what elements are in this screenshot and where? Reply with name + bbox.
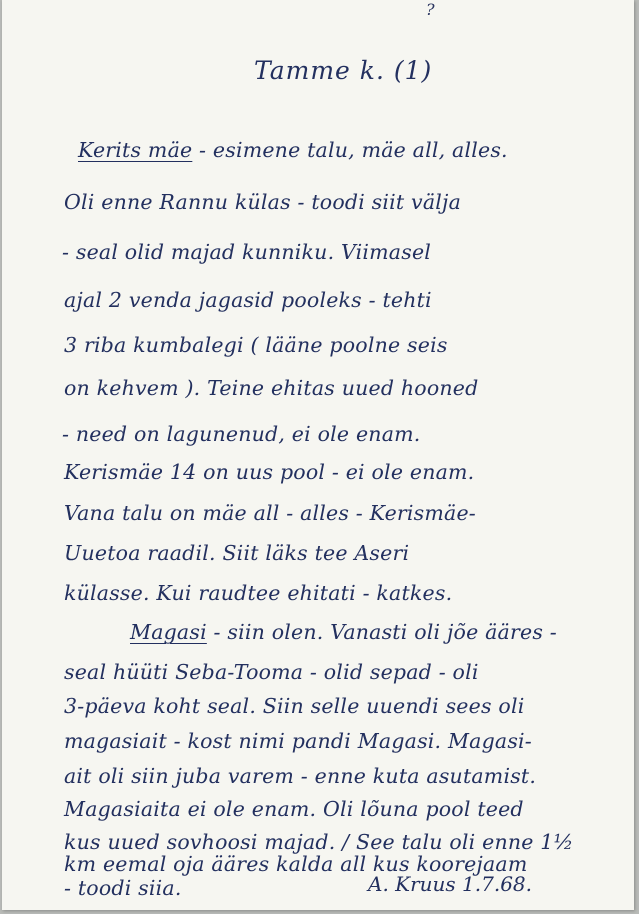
section-heading-kerismae: Kerits mäe <box>78 138 193 162</box>
text-line: Oli enne Rannu külas - toodi siit välja <box>64 190 461 214</box>
text-line: ait oli siin juba varem - enne kuta asutamist. <box>64 764 537 788</box>
text-line: 3 riba kumbalegi ( lääne poolne seis <box>64 333 448 357</box>
text-line: Magasiaita ei ole enam. Oli lõuna pool teed <box>64 797 524 821</box>
text-line: Kerismäe 14 on uus pool - ei ole enam. <box>64 460 475 484</box>
text-line: ajal 2 venda jagasid pooleks - tehti <box>64 288 432 312</box>
text-line: külasse. Kui raudtee ehitati - katkes. <box>64 581 453 605</box>
signature-date: A. Kruus 1.7.68. <box>368 872 533 896</box>
document-page <box>2 0 634 910</box>
text-line: on kehvem ). Teine ehitas uued hooned <box>64 376 479 400</box>
text-line: - toodi siia. <box>64 876 182 900</box>
text-line: Uuetoa raadil. Siit läks tee Aseri <box>64 541 410 565</box>
text-line: - seal olid majad kunniku. Viimasel <box>62 240 432 264</box>
section-heading-magasi: Magasi <box>130 620 207 644</box>
text-line: seal hüüti Seba-Tooma - olid sepad - oli <box>64 660 479 684</box>
text-line: - need on lagunenud, ei ole enam. <box>62 422 421 446</box>
text-line: - esimene talu, mäe all, alles. <box>192 138 508 162</box>
text-line: - siin olen. Vanasti oli jõe ääres - <box>206 620 557 644</box>
paragraph-1-first-line <box>78 140 508 161</box>
text-line: Vana talu on mäe all - alles - Kerismäe- <box>64 501 476 525</box>
text-line: magasiait - kost nimi pandi Magasi. Magasi- <box>64 729 532 753</box>
text-line: kus uued sovhoosi majad. / See talu oli enne 1½ <box>64 830 574 854</box>
top-mark: ? <box>426 0 435 19</box>
text-line: 3-päeva koht seal. Siin selle uuendi sees oli <box>64 694 525 718</box>
paragraph-2-first-line <box>130 622 557 643</box>
page-title: Tamme k. (1) <box>254 56 433 85</box>
text-line: km eemal oja ääres kalda all kus koorejaam <box>64 852 528 876</box>
